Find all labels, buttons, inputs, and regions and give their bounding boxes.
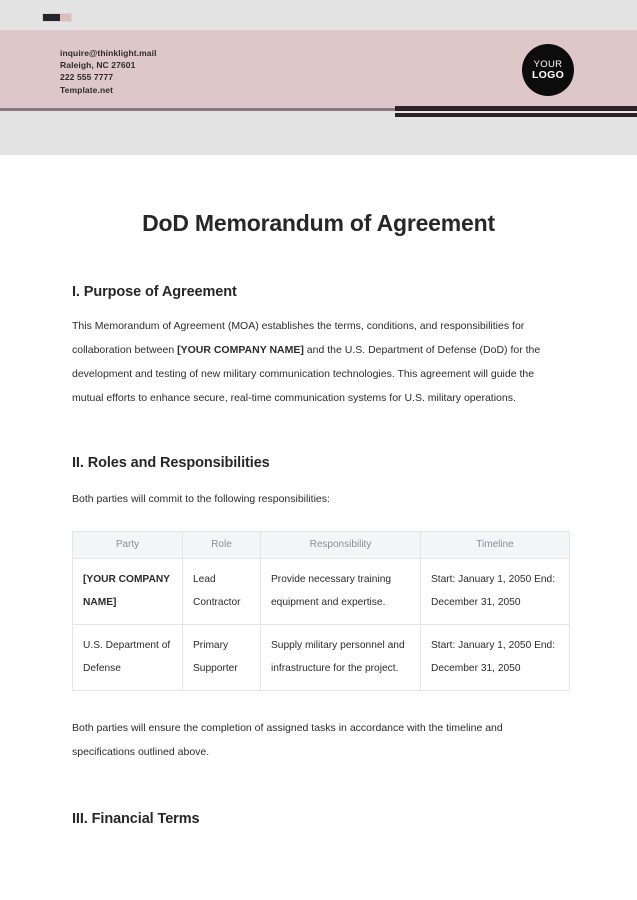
section-heading-roles: II. Roles and Responsibilities bbox=[72, 455, 270, 471]
cell-responsibility: Provide necessary training equipment and expertise. bbox=[261, 559, 421, 625]
cell-responsibility: Supply military personnel and infrastructure for the project. bbox=[261, 625, 421, 691]
contact-website: Template.net bbox=[60, 84, 113, 95]
table-column-header-timeline: Timeline bbox=[421, 532, 570, 559]
paragraph-roles-closing: Both parties will ensure the completion of assigned tasks in accordance with the timeline and specifications outlined above. bbox=[72, 722, 503, 758]
logo-line-2: LOGO bbox=[531, 69, 565, 81]
responsibilities-table bbox=[72, 531, 570, 691]
cell-timeline: Start: January 1, 2050 End: December 31, 2050 bbox=[421, 559, 570, 625]
cell-party: U.S. Department of Defense bbox=[73, 625, 183, 691]
header-rule-dark-lower bbox=[395, 113, 637, 117]
brand-mark-pink-block bbox=[60, 14, 71, 21]
table-header-row bbox=[73, 532, 570, 559]
page-title: DoD Memorandum of Agreement bbox=[142, 210, 495, 236]
paragraph-roles-intro: Both parties will commit to the following responsibilities: bbox=[72, 493, 330, 505]
section-heading-purpose: I. Purpose of Agreement bbox=[72, 284, 237, 300]
section-heading-financial: III. Financial Terms bbox=[72, 811, 200, 827]
cell-role: Primary Supporter bbox=[183, 625, 261, 691]
table-column-header-responsibility: Responsibility bbox=[261, 532, 421, 559]
paragraph-purpose bbox=[72, 314, 565, 410]
contact-phone: 222 555 7777 bbox=[60, 72, 114, 83]
company-name-placeholder: [YOUR COMPANY NAME] bbox=[177, 344, 304, 356]
brand-mark-dark-block bbox=[43, 14, 60, 21]
document-masthead bbox=[0, 0, 637, 155]
logo-badge bbox=[522, 44, 574, 96]
paragraph-purpose-part2: and the U.S. Department of Defense (DoD) for the development and testing of new military communication technologies. This agreement will guide the mutual efforts to enhance secure, real-time communication systems for U.S. military operations. bbox=[72, 344, 541, 404]
table-column-header-role: Role bbox=[183, 532, 261, 559]
contact-address: Raleigh, NC 27601 bbox=[60, 60, 136, 71]
table-row bbox=[73, 625, 570, 691]
table-row bbox=[73, 559, 570, 625]
table-column-header-party: Party bbox=[73, 532, 183, 559]
document-body bbox=[0, 210, 637, 827]
cell-party: [YOUR COMPANY NAME] bbox=[73, 559, 183, 625]
logo-line-1: YOUR bbox=[533, 59, 563, 70]
brand-mark-icon bbox=[42, 13, 72, 22]
contact-email: inquire@thinklight.mail bbox=[60, 48, 157, 58]
paragraph-purpose-part1: This Memorandum of Agreement (MOA) establishes the terms, conditions, and responsibilities for collaboration between bbox=[72, 320, 525, 356]
contact-block bbox=[60, 47, 157, 96]
cell-role: Lead Contractor bbox=[183, 559, 261, 625]
cell-timeline: Start: January 1, 2050 End: December 31, 2050 bbox=[421, 625, 570, 691]
